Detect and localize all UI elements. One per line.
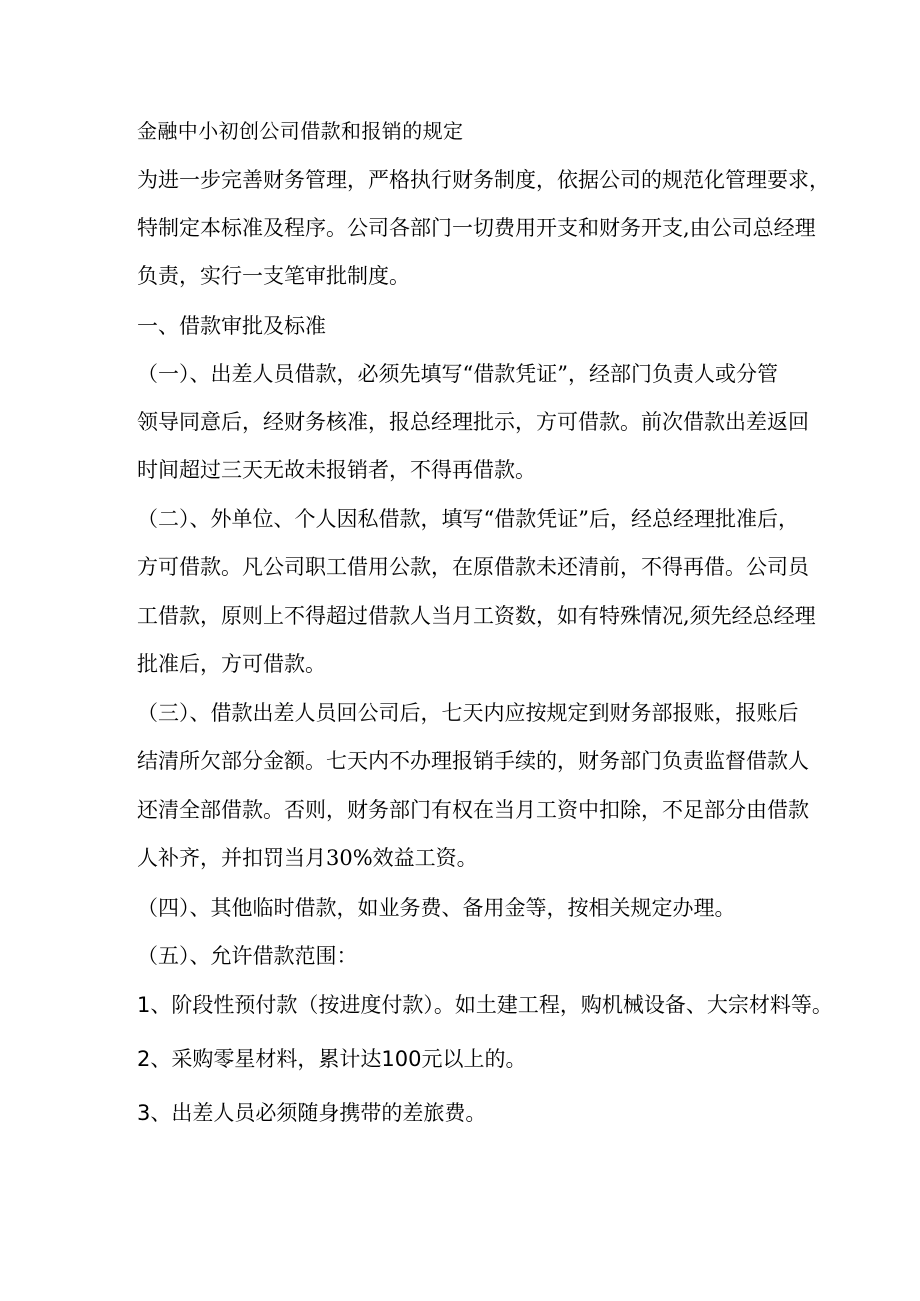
paragraph-line: （三）、借款出差人员回公司后，七天内应按规定到财务部报账，报账后 bbox=[137, 701, 799, 725]
document-title: 金融中小初创公司借款和报销的规定 bbox=[137, 119, 464, 143]
list-item: 2、采购零星材料，累计达100元以上的。 bbox=[137, 1047, 527, 1071]
paragraph-line: 批准后，方可借款。 bbox=[137, 652, 326, 676]
paragraph-line: 人补齐，并扣罚当月30%效益工资。 bbox=[137, 846, 478, 870]
paragraph-line: （一）、出差人员借款，必须先填写“借款凭证”，经部门负责人或分管 bbox=[137, 362, 778, 386]
paragraph-line: 为进一步完善财务管理，严格执行财务制度，依据公司的规范化管理要求， bbox=[137, 168, 830, 192]
paragraph-line: （四）、其他临时借款，如业务费、备用金等，按相关规定办理。 bbox=[137, 896, 736, 920]
paragraph-line: 负责，实行一支笔审批制度。 bbox=[137, 264, 410, 288]
paragraph-line: 特制定本标准及程序。公司各部门一切费用开支和财务开支,由公司总经理 bbox=[137, 216, 816, 240]
list-item: 1、阶段性预付款（按进度付款）。如土建工程，购机械设备、大宗材料等。 bbox=[137, 993, 833, 1017]
paragraph-line: 时间超过三天无故未报销者，不得再借款。 bbox=[137, 458, 536, 482]
paragraph-line: 结清所欠部分金额。七天内不办理报销手续的，财务部门负责监督借款人 bbox=[137, 749, 809, 773]
paragraph-line: （二）、外单位、个人因私借款，填写“借款凭证”后，经总经理批准后， bbox=[137, 507, 799, 531]
paragraph-line: 还清全部借款。否则，财务部门有权在当月工资中扣除，不足部分由借款 bbox=[137, 798, 809, 822]
list-item: 3、出差人员必须随身携带的差旅费。 bbox=[137, 1101, 487, 1125]
paragraph-line: 方可借款。凡公司职工借用公款，在原借款未还清前，不得再借。公司员 bbox=[137, 555, 809, 579]
paragraph-line: 领导同意后，经财务核准，报总经理批示，方可借款。前次借款出差返回 bbox=[137, 410, 809, 434]
paragraph-line: （五）、允许借款范围： bbox=[137, 944, 358, 968]
paragraph-line: 工借款，原则上不得超过借款人当月工资数，如有特殊情况,须先经总经理 bbox=[137, 604, 816, 628]
section-heading: 一、借款审批及标准 bbox=[137, 314, 326, 338]
